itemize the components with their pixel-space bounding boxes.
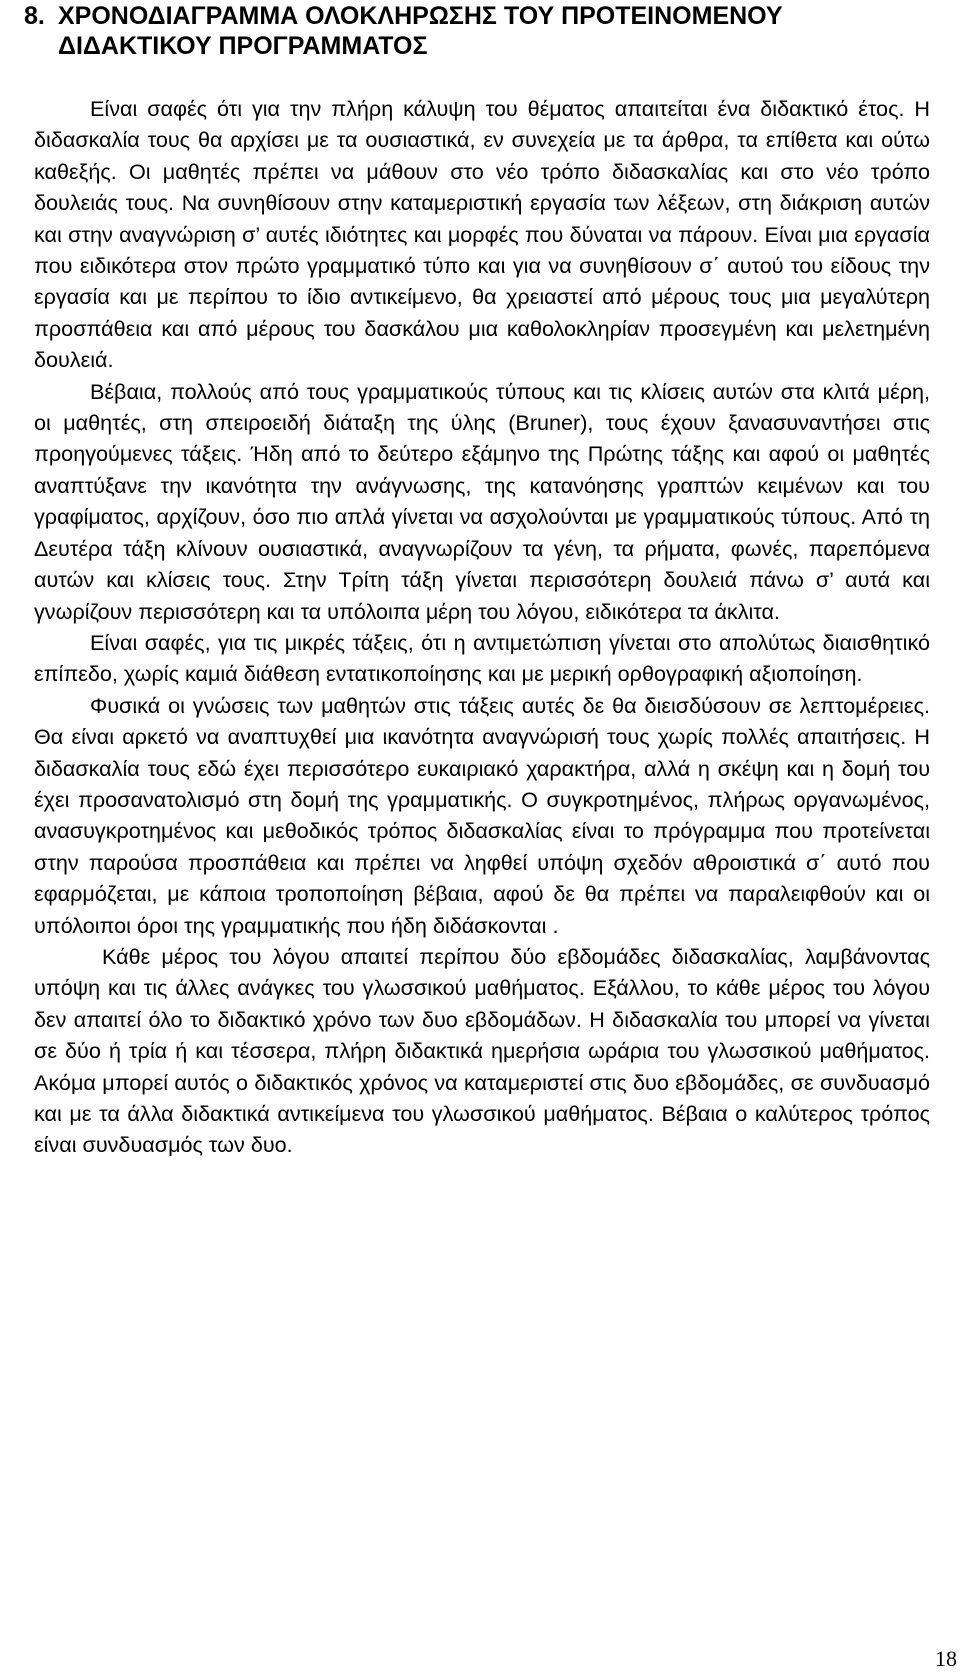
- body-paragraph-2: Βέβαια, πολλούς από τους γραμματικούς τύπους και τις κλίσεις αυτών στα κλιτά μέρη, οι μαθητές, στη σπειροειδή διάταξη της ύλης (Bruner), τους έχουν ξανασυναντήσει στις προηγούμενες τάξεις. Ήδη από το δεύτερο εξάμηνο της Πρώτης τάξης και αφού οι μαθητές αναπτύξανε την ικανότητα την ανάγνωσης, της κατανόησης γραπτών κειμένων και του γραφίματος, αρχίζουν, όσο πιο απλά γίνεται να ασχολούνται με γραμματικούς τύπους. Από τη Δευτέρα τάξη κλίνουν ουσιαστικά, αναγνωρίζουν τα γένη, τα ρήματα, φωνές, παρεπόμενα αυτών και κλίσεις τους. Στην Τρίτη τάξη γίνεται περισσότερη δουλειά πάνω σ’ αυτά και γνωρίζουν περισσότερη και τα υπόλοιπα μέρη του λόγου, ειδικότερα τα άκλιτα.: [34, 378, 930, 624]
- section-title-line-2: ΔΙΔΑΚΤΙΚΟΥ ΠΡΟΓΡΑΜΜΑΤΟΣ: [58, 32, 428, 60]
- section-title-line-1: ΧΡΟΝΟΔΙΑΓΡΑΜΜΑ ΟΛΟΚΛΗΡΩΣΗΣ ΤΟΥ ΠΡΟΤΕΙΝΟΜΕΝΟΥ: [58, 2, 783, 30]
- section-number: 8.: [24, 2, 45, 30]
- body-paragraph-5: Κάθε μέρος του λόγου απαιτεί περίπου δύο εβδομάδες διδασκαλίας, λαμβάνοντας υπόψη και τις άλλες ανάγκες του γλωσσικού μαθήματος. Εξάλλου, το κάθε μέρος του λόγου δεν απαιτεί όλο το διδακτικό χρόνο των δυο εβδομάδων. Η διδασκαλία του μπορεί να γίνεται σε δύο ή τρία ή και τέσσερα, πλήρη διδακτικά ημερήσια ωράρια του γλωσσικού μαθήματος. Ακόμα μπορεί αυτός ο διδακτικός χρόνος να καταμεριστεί στις δυο εβδομάδες, σε συνδυασμό και με τα άλλα διδακτικά αντικείμενα του γλωσσικού μαθήματος. Βέβαια ο καλύτερος τρόπος είναι συνδυασμός των δυο.: [34, 943, 930, 1158]
- body-paragraph-1: Είναι σαφές ότι για την πλήρη κάλυψη του θέματος απαιτείται ένα διδακτικό έτος. Η διδασκαλία τους θα αρχίσει με τα ουσιαστικά, εν συνεχεία με τα άρθρα, τα επίθετα και ούτω καθεξής. Οι μαθητές πρέπει να μάθουν στο νέο τρόπο διδασκαλίας και στο νέο τρόπο δουλειάς τους. Να συνηθίσουν στην καταμεριστική εργασία των λέξεων, στη διάκριση αυτών και στην αναγνώριση σ’ αυτές ιδιότητες και μορφές που δύναται να πάρουν. Είναι μια εργασία που ειδικότερα στον πρώτο γραμματικό τύπο και για να συνηθίσουν σ΄ αυτού του είδους την εργασία και με περίπου το ίδιο αντικείμενο, θα χρειαστεί από μέρους τους μια μεγαλύτερη προσπάθεια και από μέρους του δασκάλου μια καθολοκληρίαν προσεγμένη και μελετημένη δουλειά.: [34, 96, 930, 373]
- page-number: 18: [935, 1646, 957, 1671]
- body-paragraph-3: Είναι σαφές, για τις μικρές τάξεις, ότι η αντιμετώπιση γίνεται στο απολύτως διαισθητικό επίπεδο, χωρίς καμιά διάθεση εντατικοποίησης και με μερική ορθογραφική αξιοποίηση.: [34, 629, 930, 687]
- document-page: [24, 0, 930, 1161]
- section-heading: [24, 0, 930, 61]
- body-paragraph-4: Φυσικά οι γνώσεις των μαθητών στις τάξεις αυτές δε θα διεισδύσουν σε λεπτομέρειες. Θα είναι αρκετό να αναπτυχθεί μια ικανότητα αναγνώρισή τους χωρίς πολλές απαιτήσεις. Η διδασκαλία τους εδώ έχει περισσότερο ευκαιριακό χαρακτήρα, αλλά η σκέψη και η δομή του έχει προσανατολισμό στη δομή της γραμματικής. Ο συγκροτημένος, πλήρως οργανωμένος, ανασυγκροτημένος και μεθοδικός τρόπος διδασκαλίας είναι το πρόγραμμα που προτείνεται στην παρούσα προσπάθεια και πρέπει να ληφθεί υπόψη σχεδόν αθροιστικά σ΄ αυτό που εφαρμόζεται, με κάποια τροποποίηση βέβαια, αφού δε θα πρέπει να παραλειφθούν και οι υπόλοιποι όροι της γραμματικής που ήδη διδάσκονται .: [34, 692, 930, 938]
